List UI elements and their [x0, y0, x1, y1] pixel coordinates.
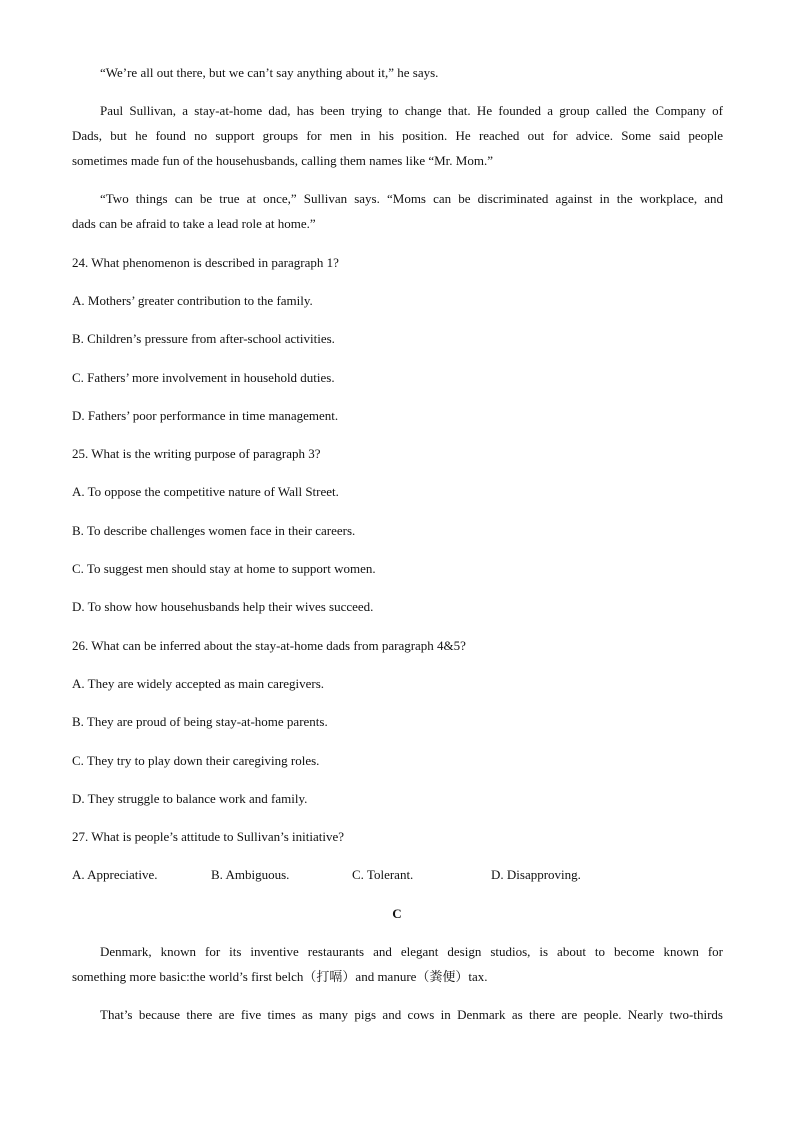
answer-option: A. Appreciative. — [72, 867, 158, 882]
section-heading: C — [392, 906, 402, 921]
paragraph-line: something more basic:the world’s first belch（打嗝）and manure（粪便）tax. — [72, 969, 488, 984]
paragraph-line: sometimes made fun of the househusbands, calling them names like “Mr. Mom.” — [72, 153, 493, 168]
answer-option: B. Children’s pressure from after-school activities. — [72, 331, 335, 346]
question-stem: 27. What is people’s attitude to Sullivan’s initiative? — [72, 829, 344, 844]
paragraph-line: Dads, but he found no support groups for men in his position. He reached out for advice. Some said people — [72, 128, 723, 143]
answer-option: C. To suggest men should stay at home to support women. — [72, 561, 376, 576]
question-stem: 25. What is the writing purpose of paragraph 3? — [72, 446, 321, 461]
answer-option: A. To oppose the competitive nature of Wall Street. — [72, 484, 339, 499]
question-stem: 24. What phenomenon is described in paragraph 1? — [72, 255, 339, 270]
answer-option: B. To describe challenges women face in their careers. — [72, 523, 356, 538]
paragraph-line: “We’re all out there, but we can’t say anything about it,” he says. — [100, 65, 439, 80]
paragraph-line: Paul Sullivan, a stay-at-home dad, has been trying to change that. He founded a group called the Company of — [100, 103, 723, 118]
paragraph-line: dads can be afraid to take a lead role at home.” — [72, 216, 316, 231]
answer-option: D. To show how househusbands help their wives succeed. — [72, 599, 374, 614]
answer-option: B. They are proud of being stay-at-home parents. — [72, 714, 328, 729]
answer-option: C. Tolerant. — [352, 867, 414, 882]
paragraph-line: Denmark, known for its inventive restaurants and elegant design studios, is about to become known for — [100, 944, 723, 959]
question-stem: 26. What can be inferred about the stay-at-home dads from paragraph 4&5? — [72, 638, 466, 653]
answer-option: D. Fathers’ poor performance in time management. — [72, 408, 339, 423]
answer-option: C. They try to play down their caregiving roles. — [72, 753, 320, 768]
answer-option: D. They struggle to balance work and family. — [72, 791, 308, 806]
answer-option: D. Disapproving. — [491, 867, 581, 882]
answer-option: C. Fathers’ more involvement in household duties. — [72, 370, 335, 385]
paragraph-line: “Two things can be true at once,” Sullivan says. “Moms can be discriminated against in the workplace, and — [100, 191, 723, 206]
answer-option: B. Ambiguous. — [211, 867, 290, 882]
paragraph-line: That’s because there are five times as many pigs and cows in Denmark as there are people. Nearly two-thirds — [100, 1007, 723, 1022]
answer-option: A. They are widely accepted as main caregivers. — [72, 676, 325, 691]
answer-option: A. Mothers’ greater contribution to the family. — [72, 293, 313, 308]
